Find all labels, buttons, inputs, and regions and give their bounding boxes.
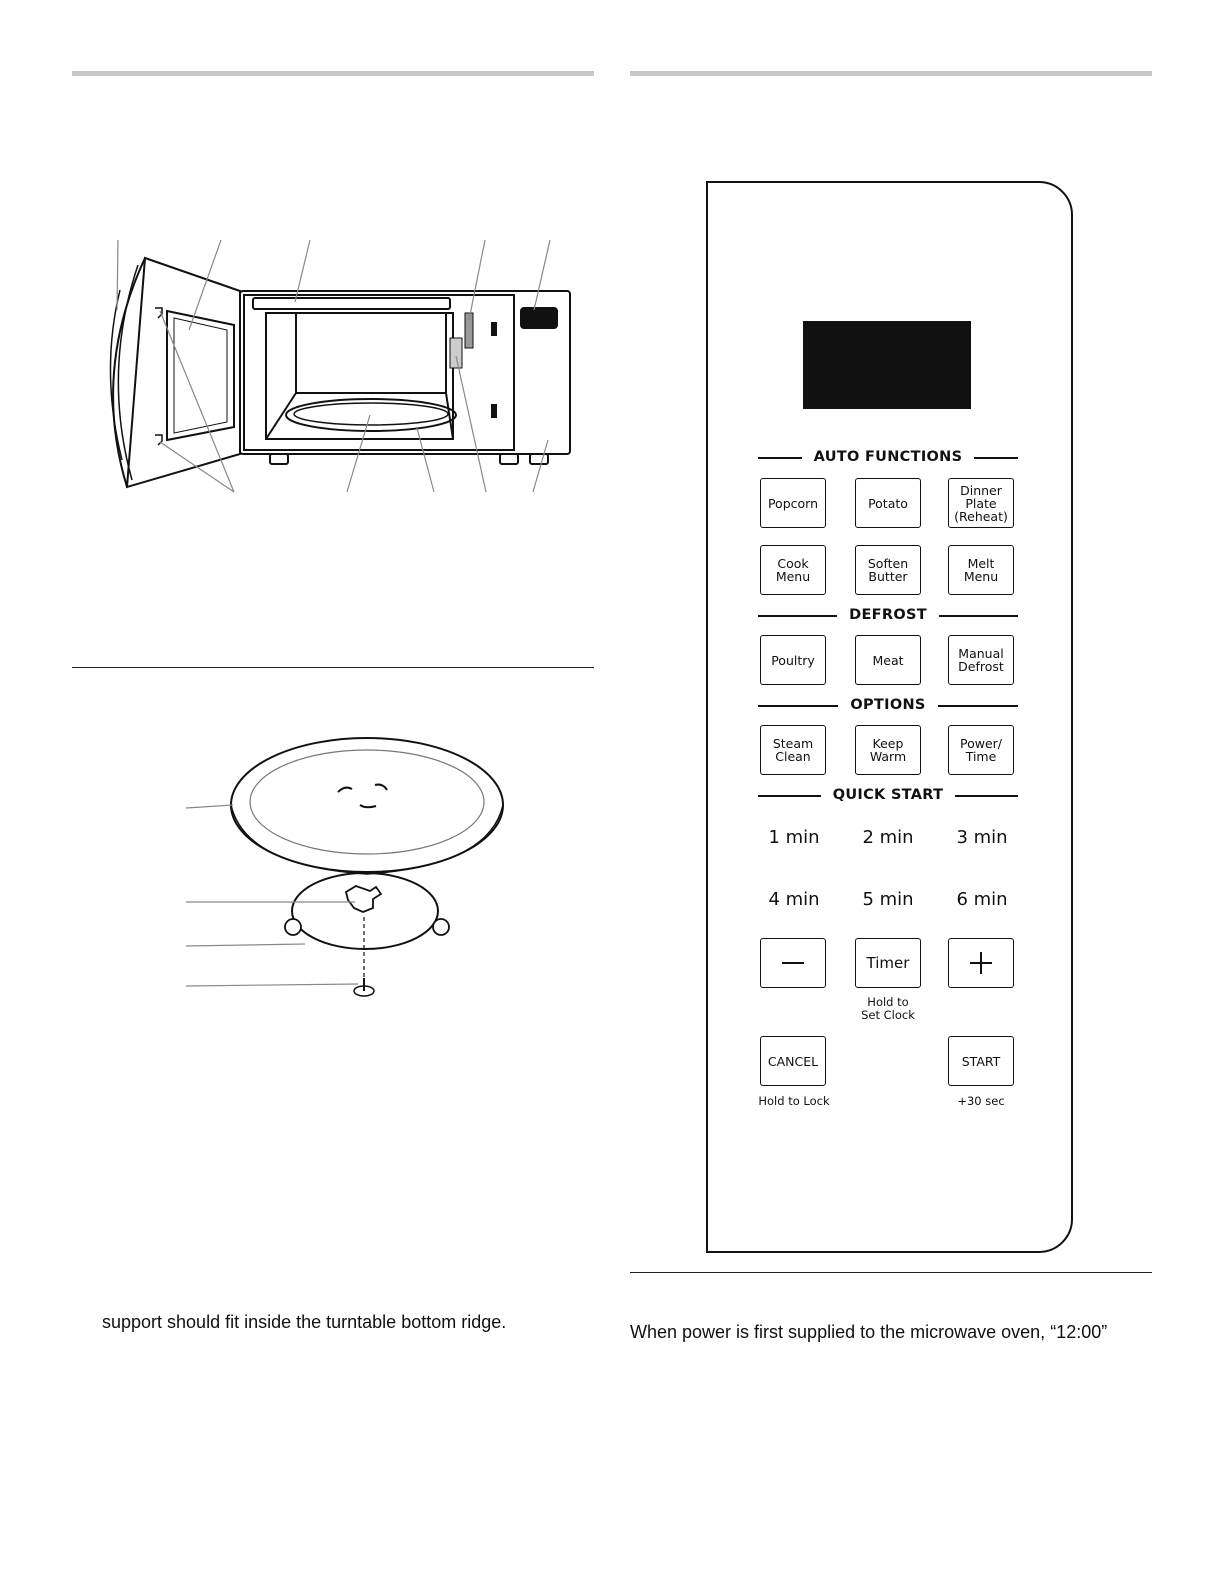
power-time-button[interactable]: Power/ Time xyxy=(948,725,1014,775)
soften-butter-button[interactable]: Soften Butter xyxy=(855,545,921,595)
control-panel-display xyxy=(803,321,971,409)
quick-start-1-min[interactable]: 1 min xyxy=(768,827,820,848)
potato-button[interactable]: Potato xyxy=(855,478,921,528)
section-quick-start-label: QUICK START xyxy=(821,787,956,803)
section-options xyxy=(758,695,1018,715)
quick-start-6-min[interactable]: 6 min xyxy=(956,889,1008,910)
cook-menu-button[interactable]: Cook Menu xyxy=(760,545,826,595)
cancel-button[interactable]: CANCEL xyxy=(760,1036,826,1086)
keep-warm-button[interactable]: Keep Warm xyxy=(855,725,921,775)
section-options-label: OPTIONS xyxy=(838,697,937,713)
cancel-sublabel: Hold to Lock xyxy=(758,1094,830,1108)
popcorn-button[interactable]: Popcorn xyxy=(760,478,826,528)
manual-defrost-button[interactable]: Manual Defrost xyxy=(948,635,1014,685)
clock-instruction-text: When power is first supplied to the microwave oven, “12:00” xyxy=(630,1322,1108,1342)
dinner-plate-reheat-button[interactable]: Dinner Plate (Reheat) xyxy=(948,478,1014,528)
timer-button[interactable]: Timer xyxy=(855,938,921,988)
start-button[interactable]: START xyxy=(948,1036,1014,1086)
quick-start-3-min[interactable]: 3 min xyxy=(956,827,1008,848)
section-quick-start xyxy=(758,785,1018,805)
plus-button[interactable] xyxy=(948,938,1014,988)
section-auto-functions-label: AUTO FUNCTIONS xyxy=(802,449,975,465)
minus-icon xyxy=(780,950,806,976)
poultry-button[interactable]: Poultry xyxy=(760,635,826,685)
right-section-divider xyxy=(630,1272,1152,1273)
minus-button[interactable] xyxy=(760,938,826,988)
section-defrost xyxy=(758,605,1018,625)
meat-button[interactable]: Meat xyxy=(855,635,921,685)
quick-start-5-min[interactable]: 5 min xyxy=(862,889,914,910)
quick-start-4-min[interactable]: 4 min xyxy=(768,889,820,910)
turntable-instruction-text: support should fit inside the turntable bottom ridge. xyxy=(102,1312,507,1332)
quick-start-2-min[interactable]: 2 min xyxy=(862,827,914,848)
steam-clean-button[interactable]: Steam Clean xyxy=(760,725,826,775)
plus-icon xyxy=(968,950,994,976)
timer-sublabel: Hold to Set Clock xyxy=(861,995,915,1022)
melt-menu-button[interactable]: Melt Menu xyxy=(948,545,1014,595)
section-defrost-label: DEFROST xyxy=(837,607,939,623)
section-auto-functions xyxy=(758,447,1018,467)
start-sublabel: +30 sec xyxy=(957,1094,1005,1108)
